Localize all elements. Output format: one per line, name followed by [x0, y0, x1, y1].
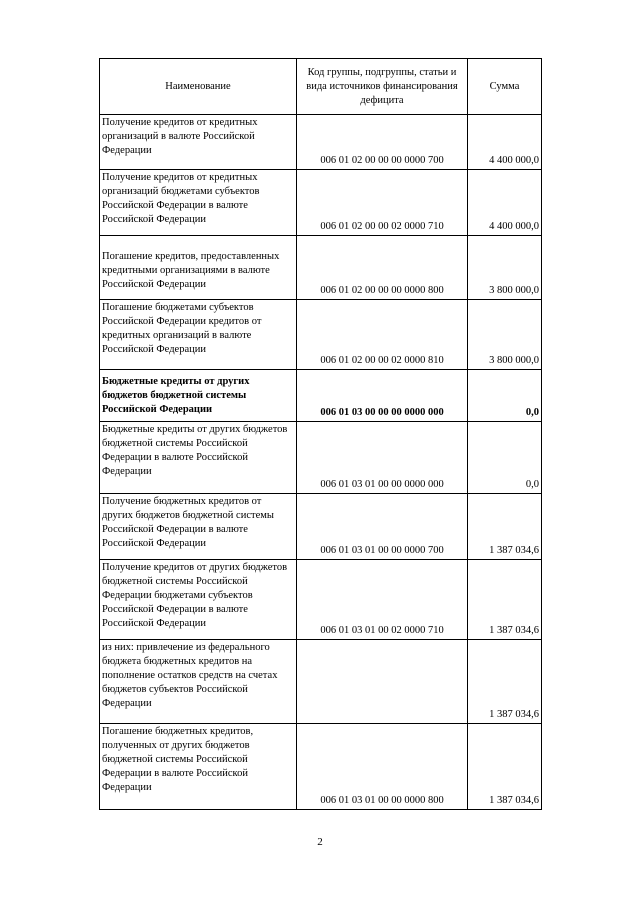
row-code: 006 01 03 01 00 00 0000 800 [297, 724, 468, 810]
row-sum: 4 400 000,0 [468, 115, 542, 170]
row-sum: 0,0 [468, 422, 542, 494]
financing-table [99, 58, 542, 810]
table-row [100, 422, 542, 494]
page-number: 2 [317, 836, 323, 848]
row-sum: 0,0 [468, 370, 542, 422]
row-name: Получение кредитов от кредитных организаций бюджетами субъектов Российской Федерации в валюте Российской Федерации [100, 170, 297, 236]
table-row [100, 170, 542, 236]
row-code [297, 640, 468, 724]
table-row [100, 370, 542, 422]
row-name: Погашение бюджетами субъектов Российской Федерации кредитов от кредитных организаций в валюте Российской Федерации [100, 300, 297, 370]
row-sum: 4 400 000,0 [468, 170, 542, 236]
row-code: 006 01 03 01 00 02 0000 710 [297, 560, 468, 640]
row-code: 006 01 02 00 00 02 0000 810 [297, 300, 468, 370]
table-header-row [100, 59, 542, 115]
table-row [100, 300, 542, 370]
table-row [100, 640, 542, 724]
row-code: 006 01 03 01 00 00 0000 700 [297, 494, 468, 560]
row-sum: 1 387 034,6 [468, 640, 542, 724]
header-sum: Сумма [468, 59, 542, 115]
row-code: 006 01 02 00 00 02 0000 710 [297, 170, 468, 236]
row-name: Бюджетные кредиты от других бюджетов бюджетной системы Российской Федерации [100, 370, 297, 422]
table-row [100, 115, 542, 170]
row-sum: 1 387 034,6 [468, 494, 542, 560]
row-name: Получение бюджетных кредитов от других бюджетов бюджетной системы Российской Федерации в валюте Российской Федерации [100, 494, 297, 560]
row-name: из них: привлечение из федерального бюджета бюджетных кредитов на пополнение остатков средств на счетах бюджетов субъектов Российской Федерации [100, 640, 297, 724]
row-name: Получение кредитов от кредитных организаций в валюте Российской Федерации [100, 115, 297, 170]
table-row [100, 494, 542, 560]
row-code: 006 01 02 00 00 00 0000 800 [297, 236, 468, 300]
row-sum: 3 800 000,0 [468, 236, 542, 300]
row-code: 006 01 03 00 00 00 0000 000 [297, 370, 468, 422]
row-sum: 3 800 000,0 [468, 300, 542, 370]
header-name: Наименование [100, 59, 297, 115]
header-code: Код группы, подгруппы, статьи и вида источников финансирования дефицита [297, 59, 468, 115]
table-row [100, 236, 542, 300]
row-name: Бюджетные кредиты от других бюджетов бюджетной системы Российской Федерации в валюте Российской Федерации [100, 422, 297, 494]
row-code: 006 01 03 01 00 00 0000 000 [297, 422, 468, 494]
table-row [100, 560, 542, 640]
row-code: 006 01 02 00 00 00 0000 700 [297, 115, 468, 170]
row-name: Погашение бюджетных кредитов, полученных от других бюджетов бюджетной системы Российской Федерации в валюте Российской Федерации [100, 724, 297, 810]
row-sum: 1 387 034,6 [468, 560, 542, 640]
row-sum: 1 387 034,6 [468, 724, 542, 810]
row-name: Погашение кредитов, предоставленных кредитными организациями в валюте Российской Федерации [100, 236, 297, 300]
row-name: Получение кредитов от других бюджетов бюджетной системы Российской Федерации бюджетами субъектов Российской Федерации в валюте Российской Федерации [100, 560, 297, 640]
table-row [100, 724, 542, 810]
